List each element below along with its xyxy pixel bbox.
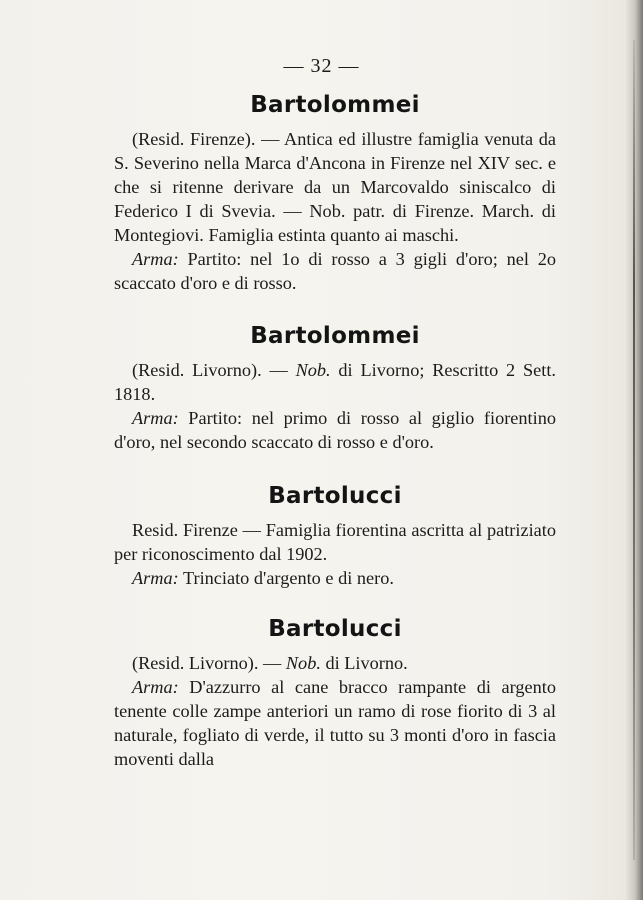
entry-description xyxy=(114,651,556,675)
page-gutter-line xyxy=(633,40,635,860)
entry-arms xyxy=(114,406,556,454)
description-text: (Resid. Firenze). — Antica ed illustre famiglia venuta da S. Severino nella Marca d'Ancona in Firenze nel XIV sec. e che si ritenne derivare da un Marcovaldo siniscalco di Federico I di Svevia. — Nob. patr. di Firenze. March. di Montegiovi. Famiglia estinta quanto ai maschi. xyxy=(114,129,556,245)
arms-label: Arma: xyxy=(132,677,179,697)
entry-title: Bartolommei xyxy=(250,323,420,349)
entry-title: Bartolommei xyxy=(250,92,420,118)
description-text-after: di Livorno. xyxy=(320,653,408,673)
arms-label: Arma: xyxy=(132,408,179,428)
entry-arms xyxy=(114,675,556,771)
arms-label: Arma: xyxy=(132,568,179,588)
page-number: — 32 — xyxy=(283,55,360,77)
description-text: (Resid. Livorno). — xyxy=(132,360,296,380)
entry-bartolucci-firenze xyxy=(114,483,556,590)
description-text: Resid. Firenze — Famiglia fiorentina ascritta al patriziato per riconoscimento dal 1902. xyxy=(114,520,556,564)
nobility-label: Nob. xyxy=(295,360,331,380)
entry-arms xyxy=(114,566,556,590)
nobility-label: Nob. xyxy=(285,653,321,673)
entry-title: Bartolucci xyxy=(268,616,402,642)
page-content xyxy=(114,92,556,771)
description-text: (Resid. Livorno). — xyxy=(132,653,286,673)
arms-label: Arma: xyxy=(132,249,179,269)
entry-description xyxy=(114,127,556,247)
arms-text: Partito: nel primo di rosso al giglio fiorentino d'oro, nel secondo scaccato di rosso e d'oro. xyxy=(114,408,556,452)
entry-bartolucci-livorno xyxy=(114,616,556,771)
entry-description xyxy=(114,358,556,406)
entry-bartolommei-livorno xyxy=(114,323,556,454)
entry-arms xyxy=(114,247,556,295)
entry-title: Bartolucci xyxy=(268,483,402,509)
arms-text: Partito: nel 1o di rosso a 3 gigli d'oro; nel 2o scaccato d'oro e di rosso. xyxy=(114,249,556,293)
arms-text: D'azzurro al cane bracco rampante di argento tenente colle zampe anteriori un ramo di rose fiorito di 3 al naturale, fogliato di verde, il tutto su 3 monti d'oro in fascia moventi dalla xyxy=(114,677,556,769)
arms-text: Trinciato d'argento e di nero. xyxy=(178,568,394,588)
entry-bartolommei-firenze xyxy=(114,92,556,295)
description-text-after: di Livorno; Rescritto 2 Sett. 1818. xyxy=(114,360,556,404)
entry-description xyxy=(114,518,556,566)
